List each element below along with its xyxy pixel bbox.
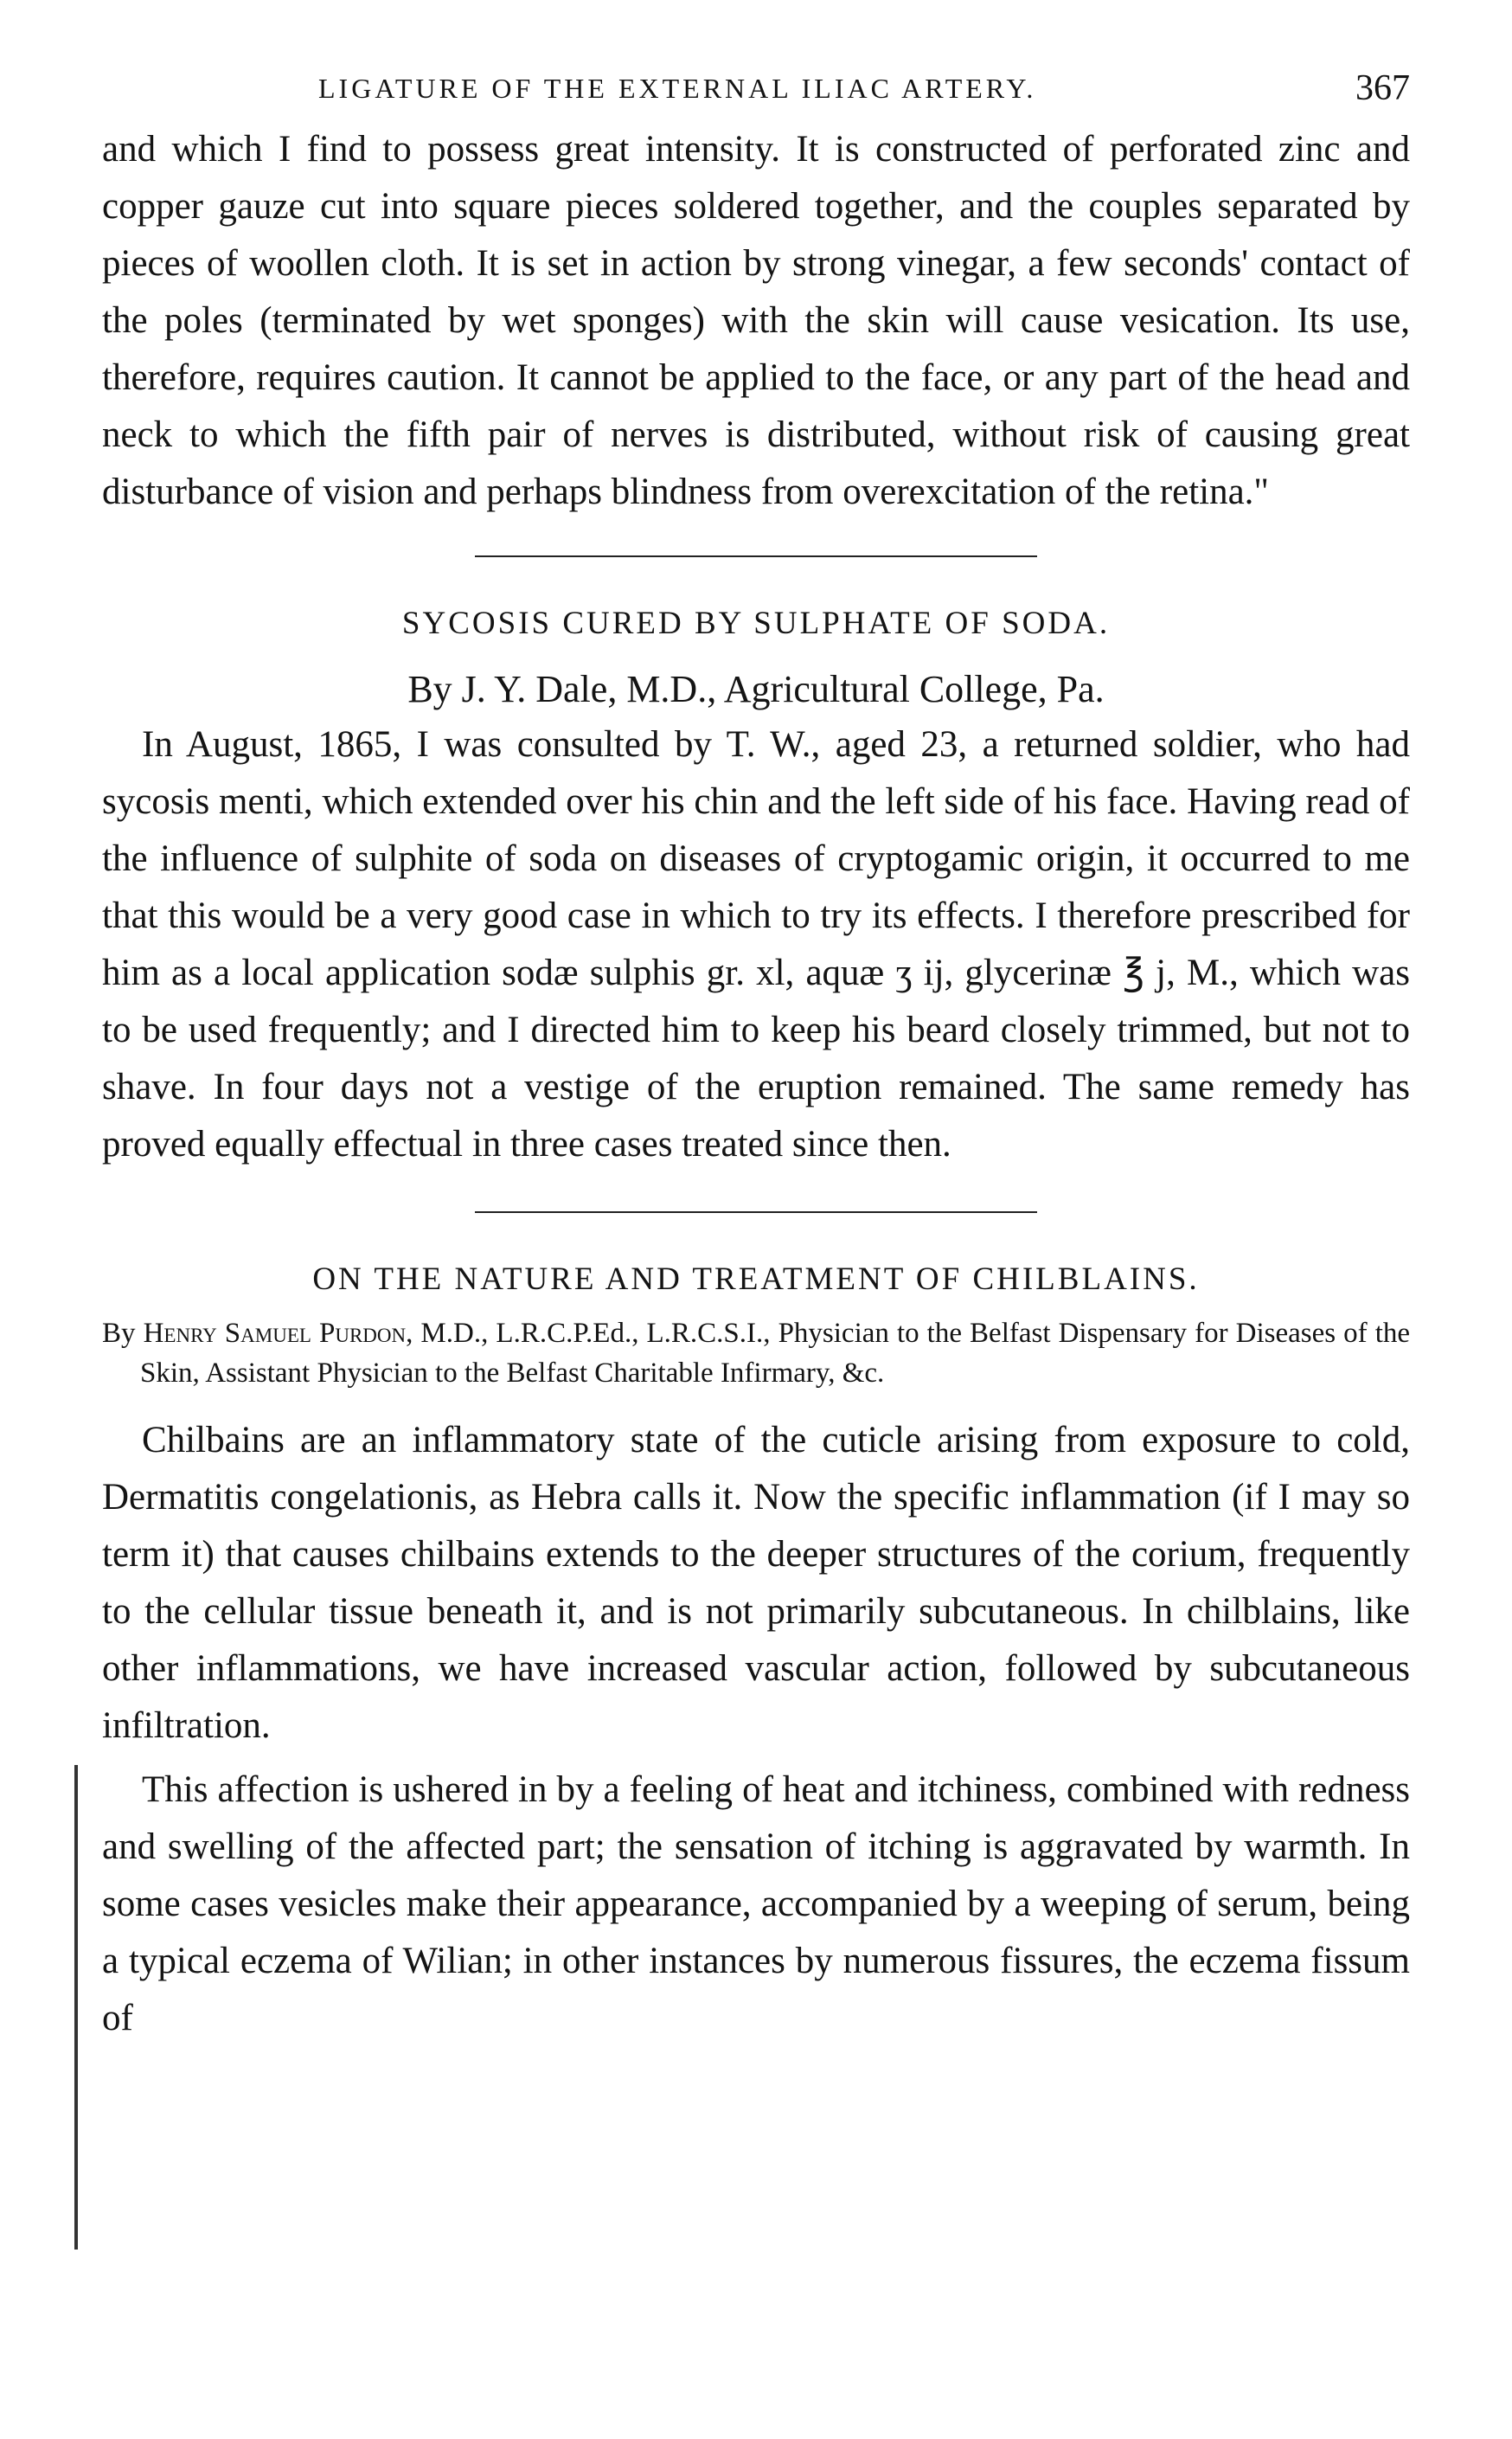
page-number: 367 xyxy=(1355,68,1410,108)
article-title-chilblains: ON THE NATURE AND TREATMENT OF CHILBLAINS. xyxy=(312,1261,1200,1297)
byline-by: By xyxy=(102,1318,136,1349)
byline-author-name: Henry Samuel Purdon xyxy=(143,1318,407,1349)
article-byline-dale: By J. Y. Dale, M.D., Agricultural College, Pa. xyxy=(407,668,1105,710)
margin-scan-mark xyxy=(74,1765,78,2250)
article-body-chilblains-paragraph-2: This affection is ushered in by a feeling of heat and itchiness, combined with redness and swelling of the affected part; the sensation of itching is aggravated by warmth. In some cases vesicles make their appearance, accompanied by a weeping of serum, being a typical eczema of Wilian; in other instances by numerous fissures, the eczema fissum of xyxy=(102,1769,1410,2038)
continuation-paragraph: and which I find to possess great intensity. It is constructed of perforated zinc and copper gauze cut into square pieces soldered together, and the couples separated by pieces of woollen cloth. It is set in action by strong vinegar, a few seconds' contact of the poles (terminated by wet sponges) with the skin will cause vesication. Its use, therefore, requires caution. It cannot be applied to the face, or any part of the head and neck to which the fifth pair of nerves is distributed, without risk of causing great disturbance of vision and perhaps blindness from overexcitation of the retina." xyxy=(102,129,1410,512)
running-head xyxy=(102,69,1410,121)
article-title-sycosis: SYCOSIS CURED BY SULPHATE OF SODA. xyxy=(401,606,1111,641)
section-divider xyxy=(475,1211,1037,1213)
section-divider xyxy=(475,555,1037,557)
article-body-chilblains-paragraph-1: Chilbains are an inflammatory state of the cuticle arising from exposure to cold, Dermatitis congelationis, as Hebra calls it. Now the specific inflammation (if I may so term it) that causes chilbains extends to the deeper structures of the corium, frequently to the cellular tissue beneath it, and is not primarily subcutaneous. In chilblains, like other inflammations, we have increased vascular action, followed by subcutaneous infiltration. xyxy=(102,1420,1410,1746)
article-body-sycosis: In August, 1865, I was consulted by T. W., aged 23, a returned soldier, who had sycosis menti, which extended over his chin and the left side of his face. Having read of the influence of sulphite of soda on diseases of cryptogamic origin, it occurred to me that this would be a very good case in which to try its effects. I therefore prescribed for him as a local application sodæ sulphis gr. xl, aquæ ʒ ij, glycerinæ ℥ j, M., which was to be used frequently; and I directed him to keep his beard closely trimmed, but not to shave. In four days not a vestige of the eruption remained. The same remedy has proved equally effectual in three cases treated since then. xyxy=(102,724,1410,1165)
document-page xyxy=(102,69,1410,2047)
running-title: LIGATURE OF THE EXTERNAL ILIAC ARTERY. xyxy=(318,73,1037,104)
byline-credentials: , M.D., L.R.C.P.Ed., L.R.C.S.I., Physician to the Belfast Dispensary for Diseases of the Skin, Assistant Physician to the Belfast Charitable Infirmary, &c. xyxy=(140,1318,1411,1389)
article-byline-purdon xyxy=(102,1313,1410,1393)
